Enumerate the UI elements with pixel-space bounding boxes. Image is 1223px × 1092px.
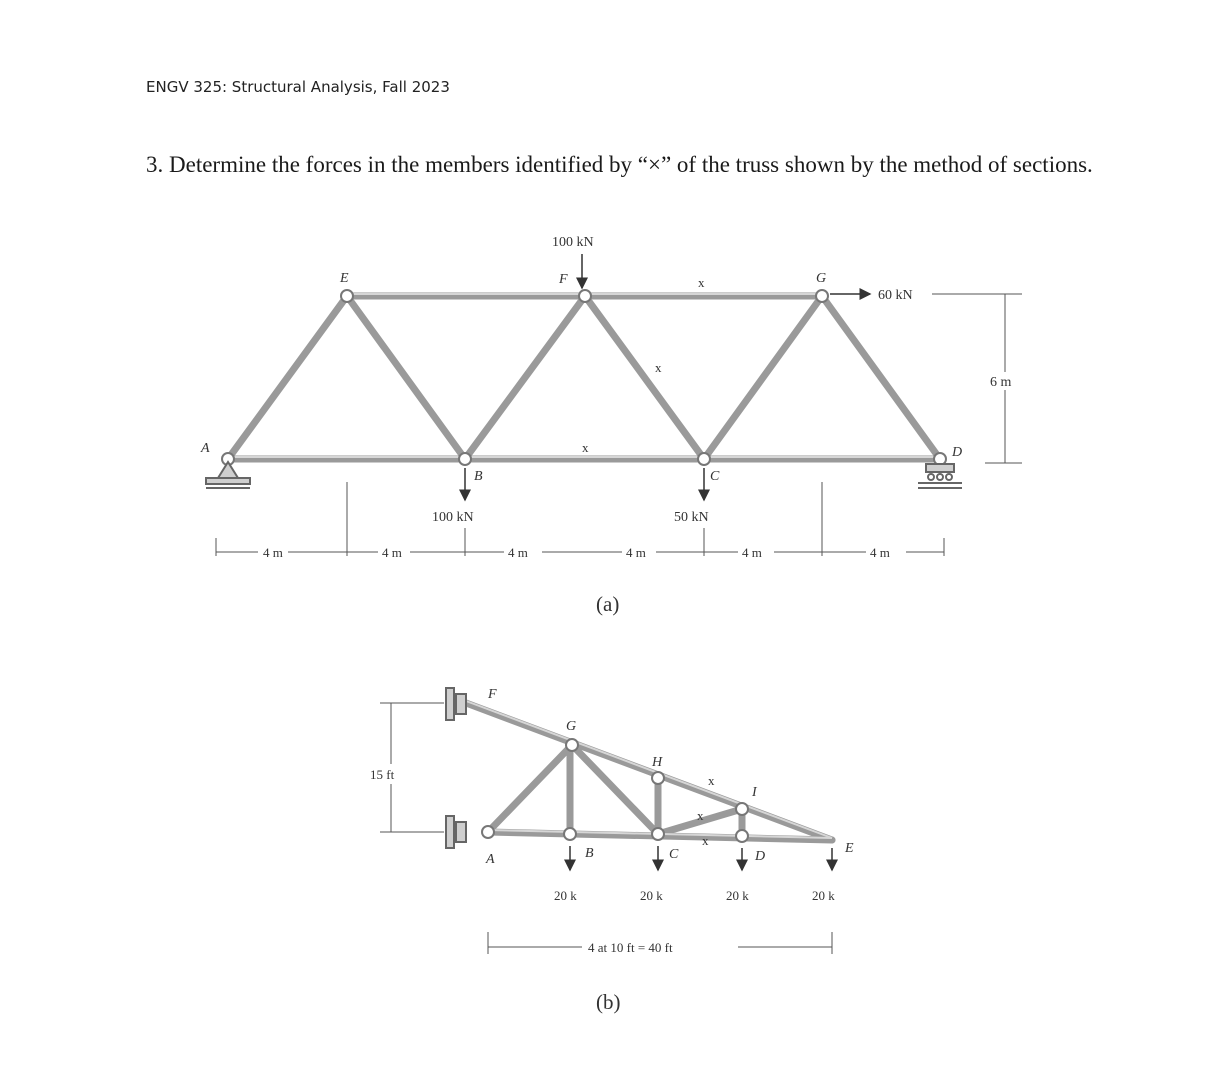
node-label-b-I: I xyxy=(752,785,757,800)
load-label-b-4: 20 k xyxy=(812,888,835,903)
member-mark-CI: x xyxy=(697,808,704,823)
joint-b-A xyxy=(482,826,494,838)
truss-b-members xyxy=(466,703,832,840)
node-label-b-F: F xyxy=(488,687,497,702)
joint-b-B xyxy=(564,828,576,840)
node-label-b-D: D xyxy=(755,849,766,864)
member-mark-FC: x xyxy=(655,360,662,375)
member-GD xyxy=(822,296,940,459)
member-FC xyxy=(585,296,704,459)
problem-statement: 3. Determine the forces in the members identified by “×” of the truss shown by the method of sections. xyxy=(146,152,1093,177)
member-AG xyxy=(488,745,572,832)
node-label-F: F xyxy=(559,272,568,287)
wall-support-A xyxy=(446,816,466,848)
load-label-b-1: 20 k xyxy=(554,888,577,903)
pin-support-A xyxy=(206,462,250,488)
span-label-5: 4 m xyxy=(742,545,762,560)
member-CG xyxy=(704,296,822,459)
truss-a-members xyxy=(228,296,940,459)
joint-G xyxy=(816,290,828,302)
load-label-G: 60 kN xyxy=(878,288,913,303)
node-label-G: G xyxy=(816,271,827,286)
joint-B xyxy=(459,453,471,465)
figure-a xyxy=(200,235,1022,616)
span-label-3: 4 m xyxy=(508,545,528,560)
span-label-4: 4 m xyxy=(626,545,646,560)
member-AE xyxy=(228,296,347,459)
caption-a: (a) xyxy=(596,592,620,616)
span-label-6: 4 m xyxy=(870,545,890,560)
joint-b-D xyxy=(736,830,748,842)
joint-E xyxy=(341,290,353,302)
node-label-b-G: G xyxy=(566,719,577,734)
node-label-b-H: H xyxy=(652,755,663,770)
node-label-b-B: B xyxy=(585,846,594,861)
span-label-2: 4 m xyxy=(382,545,402,560)
member-mark-CD: x xyxy=(702,833,709,848)
joint-b-I xyxy=(736,803,748,815)
joint-b-H xyxy=(652,772,664,784)
joint-C xyxy=(698,453,710,465)
node-label-E: E xyxy=(340,271,349,286)
span-label-1: 4 m xyxy=(263,545,283,560)
joint-b-C xyxy=(652,828,664,840)
node-label-b-E: E xyxy=(845,841,854,856)
load-label-b-2: 20 k xyxy=(640,888,663,903)
member-mark-FG: x xyxy=(698,275,705,290)
height-label-b: 15 ft xyxy=(370,767,395,782)
node-label-b-A: A xyxy=(486,852,495,867)
node-label-D: D xyxy=(952,445,963,460)
member-mark-HI: x xyxy=(708,773,715,788)
node-label-A: A xyxy=(201,441,210,456)
caption-b: (b) xyxy=(596,990,621,1014)
height-label-a: 6 m xyxy=(990,375,1012,390)
member-BF xyxy=(465,296,585,459)
load-label-C: 50 kN xyxy=(674,510,709,525)
course-header: ENGV 325: Structural Analysis, Fall 2023 xyxy=(146,78,450,96)
node-label-b-C: C xyxy=(669,847,679,862)
member-FE xyxy=(466,703,832,840)
span-label-b: 4 at 10 ft = 40 ft xyxy=(588,940,673,955)
load-label-b-3: 20 k xyxy=(726,888,749,903)
joint-F xyxy=(579,290,591,302)
node-label-B: B xyxy=(474,469,483,484)
roller-support-D xyxy=(918,464,962,488)
load-label-F: 100 kN xyxy=(552,235,594,250)
load-label-B: 100 kN xyxy=(432,510,474,525)
node-label-C: C xyxy=(710,469,720,484)
member-EB xyxy=(347,296,465,459)
wall-support-F xyxy=(446,688,466,720)
member-mark-BC: x xyxy=(582,440,589,455)
joint-b-G xyxy=(566,739,578,751)
figure-b xyxy=(370,687,854,1014)
